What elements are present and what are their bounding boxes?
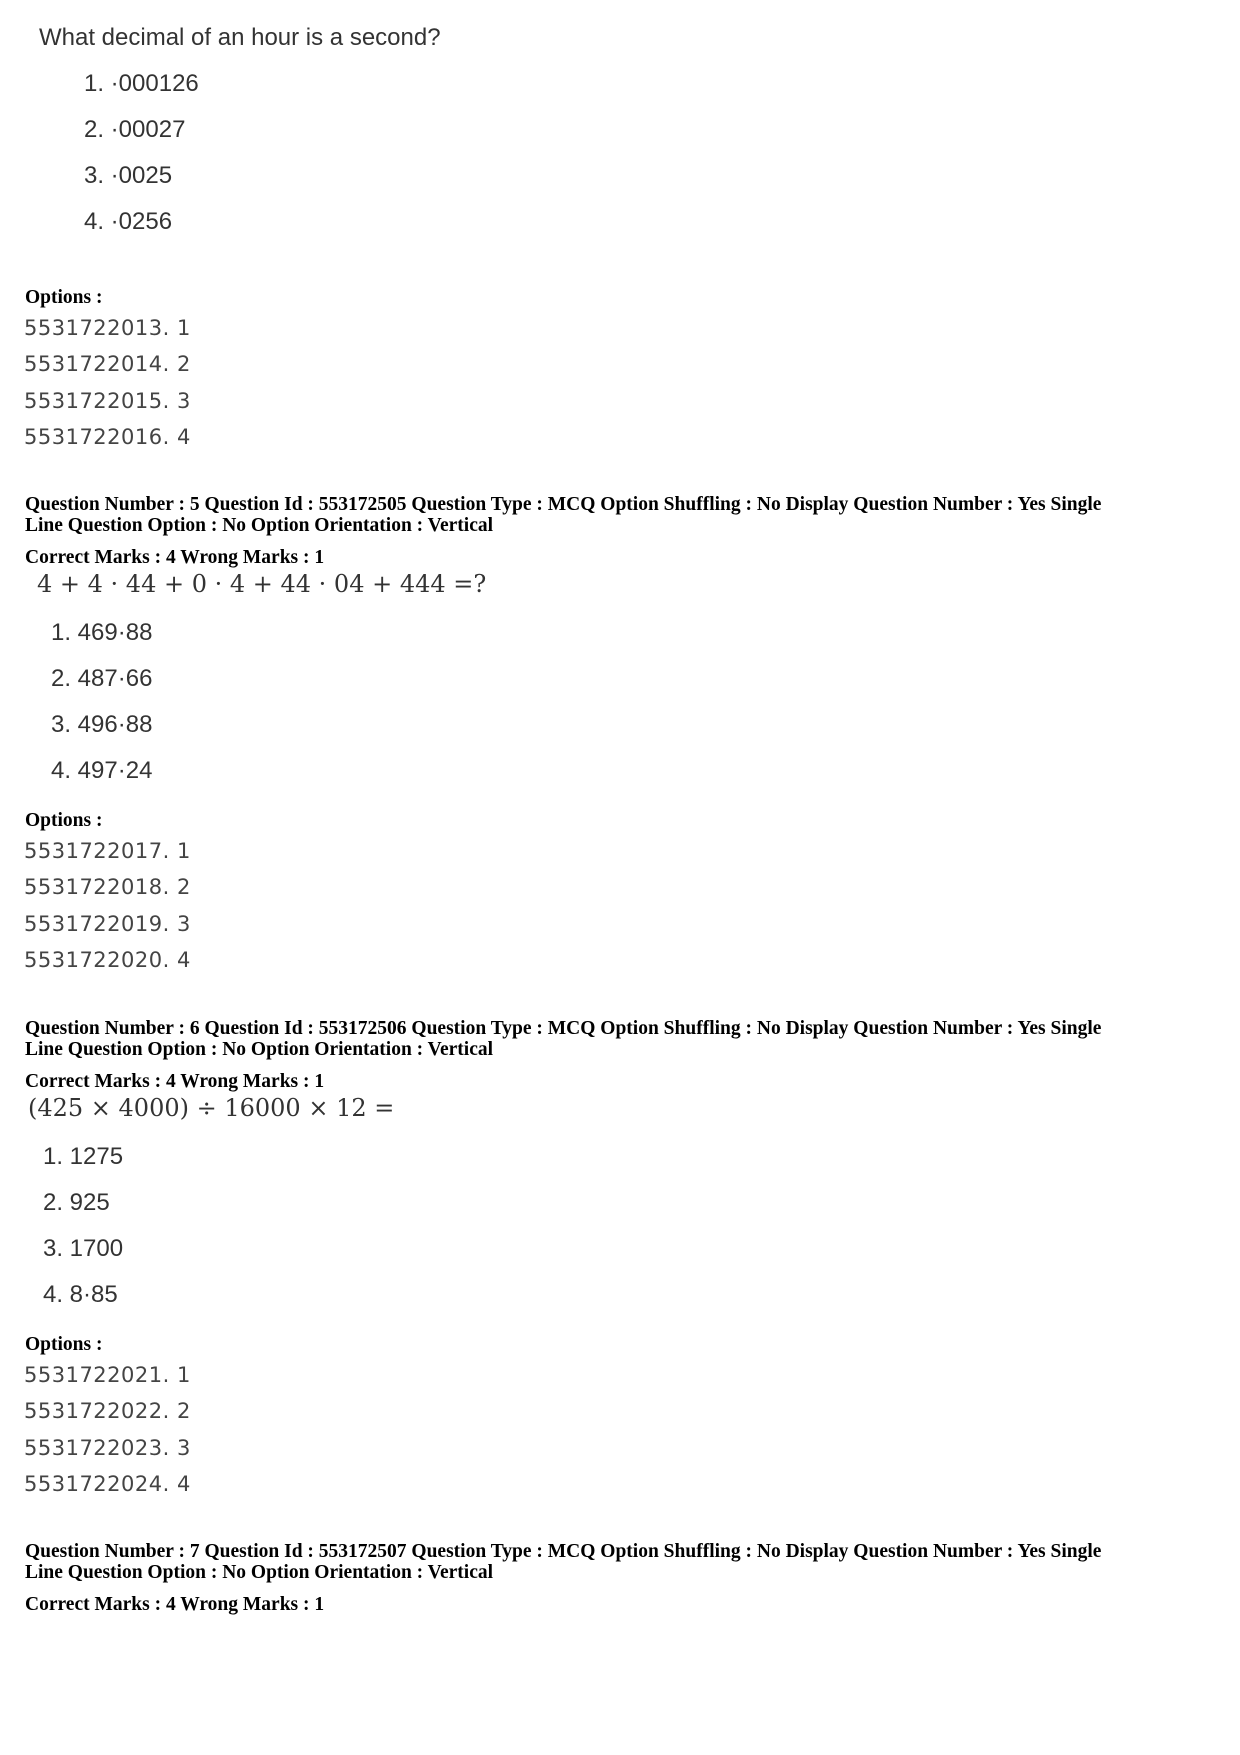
q5-option-id-1: 5531722017. 1 [24,839,191,863]
q7-meta-line2: Line Question Option : No Option Orientation : Vertical [25,1562,494,1583]
q5-expression: 4 + 4 · 44 + 0 · 4 + 44 · 04 + 444 =? [37,570,487,598]
q5-meta-line2: Line Question Option : No Option Orientation : Vertical [25,515,494,536]
q6-choice-3: 3. 1700 [43,1235,124,1262]
q7-meta [25,1541,1225,1583]
q6-option-id-1: 5531722021. 1 [24,1363,191,1387]
q4-option-id-3: 5531722015. 3 [24,389,191,413]
q5-option-id-2: 5531722018. 2 [24,875,191,899]
q6-choice-4: 4. 8·85 [43,1281,118,1308]
q7-meta-line1: Question Number : 7 Question Id : 553172507 Question Type : MCQ Option Shuffling : No Display Question Number : Yes Single [25,1541,1102,1562]
q6-choice-1: 1. 1275 [43,1143,124,1170]
q5-choice-2: 2. 487·66 [51,665,153,692]
q5-meta [25,494,1225,536]
q4-question-text: What decimal of an hour is a second? [39,24,441,51]
q6-meta-line1: Question Number : 6 Question Id : 553172506 Question Type : MCQ Option Shuffling : No Display Question Number : Yes Single [25,1018,1102,1039]
q4-choice-3: 3. ·0025 [84,162,173,189]
q6-option-id-4: 5531722024. 4 [24,1472,191,1496]
q5-choice-4: 4. 497·24 [51,757,153,784]
q4-choice-1: 1. ·000126 [84,70,199,97]
q6-option-id-3: 5531722023. 3 [24,1436,191,1460]
q5-marks: Correct Marks : 4 Wrong Marks : 1 [25,547,325,568]
q6-options-label: Options : [25,1334,103,1355]
q6-option-id-2: 5531722022. 2 [24,1399,191,1423]
q6-meta [25,1018,1225,1060]
q6-marks: Correct Marks : 4 Wrong Marks : 1 [25,1071,325,1092]
q5-options-label: Options : [25,810,103,831]
q4-options-label: Options : [25,287,103,308]
q5-choice-1: 1. 469·88 [51,619,153,646]
q5-meta-line1: Question Number : 5 Question Id : 553172505 Question Type : MCQ Option Shuffling : No Display Question Number : Yes Single [25,494,1102,515]
q6-expression: (425 × 4000) ÷ 16000 × 12 = [28,1094,395,1122]
q5-choice-3: 3. 496·88 [51,711,153,738]
q5-option-id-3: 5531722019. 3 [24,912,191,936]
q4-option-id-1: 5531722013. 1 [24,316,191,340]
q6-meta-line2: Line Question Option : No Option Orientation : Vertical [25,1039,494,1060]
q4-option-id-2: 5531722014. 2 [24,352,191,376]
q4-choice-2: 2. ·00027 [84,116,186,143]
q4-option-id-4: 5531722016. 4 [24,425,191,449]
q7-marks: Correct Marks : 4 Wrong Marks : 1 [25,1594,325,1615]
q6-choice-2: 2. 925 [43,1189,110,1216]
q5-option-id-4: 5531722020. 4 [24,948,191,972]
q4-choice-4: 4. ·0256 [84,208,173,235]
